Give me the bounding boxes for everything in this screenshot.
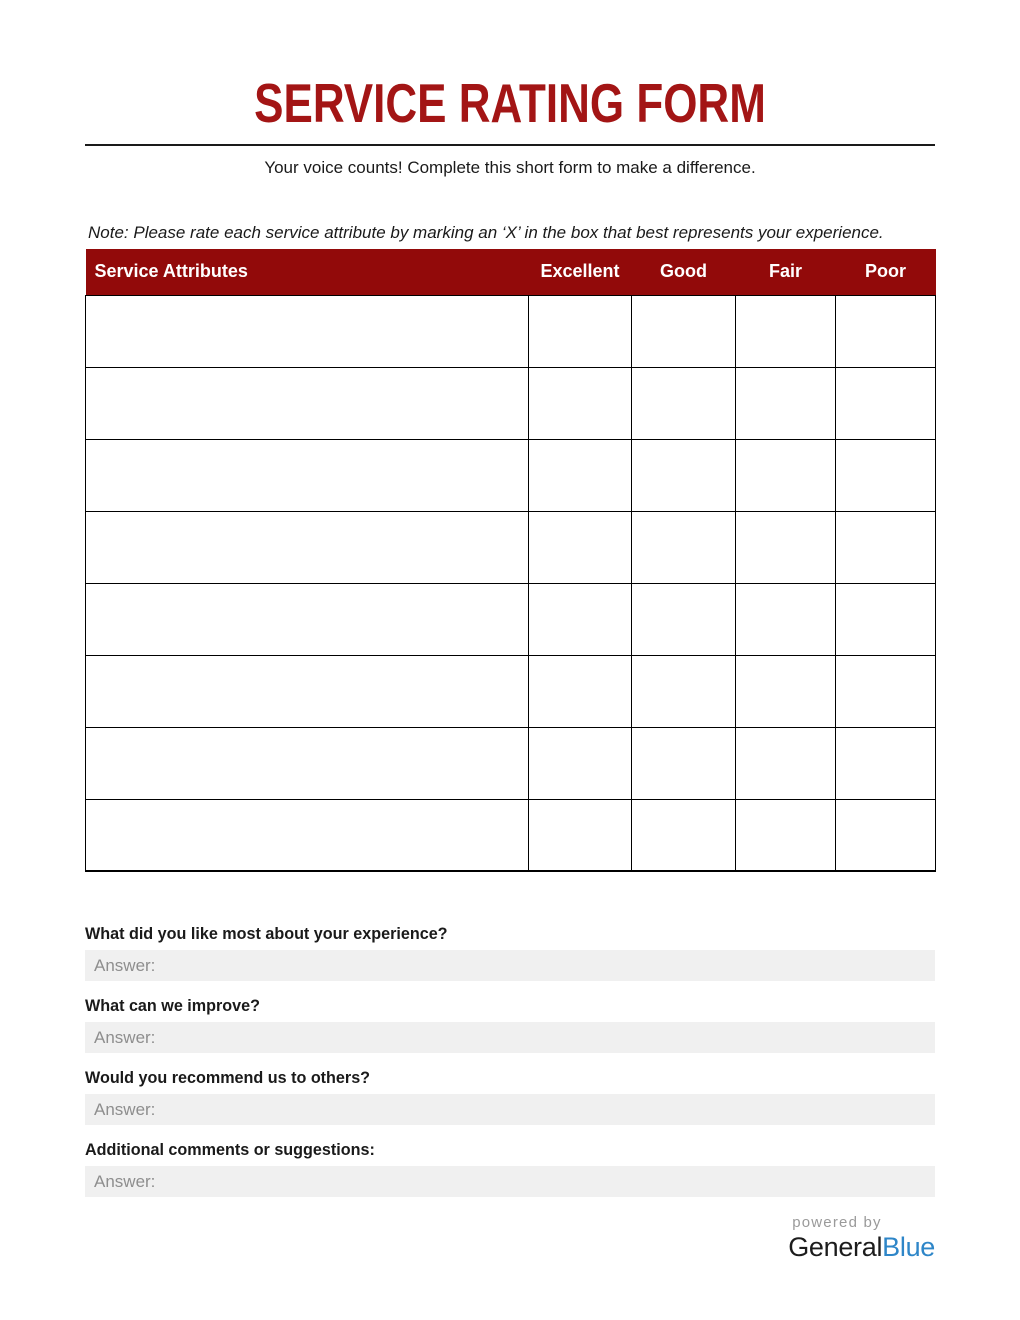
- instruction-note: Note: Please rate each service attribute by marking an ‘X’ in the box that best represents your experience.: [88, 223, 884, 242]
- rating-cell-fair[interactable]: [736, 511, 836, 583]
- question-block: [85, 924, 935, 981]
- rating-cell-fair[interactable]: [736, 439, 836, 511]
- attribute-cell[interactable]: [86, 655, 529, 727]
- page-title: SERVICE RATING FORM: [254, 72, 766, 134]
- rating-cell-good[interactable]: [632, 583, 736, 655]
- title-divider: [85, 144, 935, 146]
- table-row: [86, 727, 936, 799]
- rating-cell-good[interactable]: [632, 799, 736, 871]
- col-header-excellent: Excellent: [529, 249, 632, 295]
- rating-cell-good[interactable]: [632, 511, 736, 583]
- attribute-cell[interactable]: [86, 295, 529, 367]
- rating-cell-excellent[interactable]: [529, 799, 632, 871]
- rating-table-head: [86, 249, 936, 295]
- col-header-service-attributes: Service Attributes: [86, 249, 529, 295]
- rating-cell-fair[interactable]: [736, 727, 836, 799]
- table-row: [86, 295, 936, 367]
- rating-cell-fair[interactable]: [736, 367, 836, 439]
- page-subtitle: Your voice counts! Complete this short form to make a difference.: [264, 158, 756, 177]
- rating-cell-fair[interactable]: [736, 583, 836, 655]
- col-header-poor: Poor: [836, 249, 936, 295]
- rating-cell-good[interactable]: [632, 439, 736, 511]
- rating-cell-poor[interactable]: [836, 655, 936, 727]
- rating-cell-good[interactable]: [632, 367, 736, 439]
- questions-section: [85, 924, 935, 1197]
- footer: [85, 1214, 935, 1263]
- header-row: [86, 249, 936, 295]
- table-row: [86, 799, 936, 871]
- attribute-cell[interactable]: [86, 727, 529, 799]
- brand-logo: [788, 1214, 935, 1263]
- question-label: What can we improve?: [85, 996, 260, 1015]
- rating-cell-poor[interactable]: [836, 511, 936, 583]
- rating-cell-excellent[interactable]: [529, 367, 632, 439]
- answer-input-improve[interactable]: [85, 1022, 935, 1053]
- attribute-cell[interactable]: [86, 799, 529, 871]
- attribute-cell[interactable]: [86, 583, 529, 655]
- question-block: [85, 1068, 935, 1125]
- rating-cell-poor[interactable]: [836, 439, 936, 511]
- table-row: [86, 439, 936, 511]
- rating-cell-excellent[interactable]: [529, 295, 632, 367]
- question-block: [85, 996, 935, 1053]
- attribute-cell[interactable]: [86, 367, 529, 439]
- table-row: [86, 511, 936, 583]
- rating-cell-good[interactable]: [632, 295, 736, 367]
- answer-input-recommend[interactable]: [85, 1094, 935, 1125]
- rating-cell-good[interactable]: [632, 727, 736, 799]
- rating-cell-fair[interactable]: [736, 799, 836, 871]
- table-row: [86, 655, 936, 727]
- question-block: [85, 1140, 935, 1197]
- powered-by-label: powered by: [792, 1214, 882, 1231]
- rating-cell-excellent[interactable]: [529, 583, 632, 655]
- rating-cell-excellent[interactable]: [529, 511, 632, 583]
- answer-input-comments[interactable]: [85, 1166, 935, 1197]
- rating-cell-poor[interactable]: [836, 295, 936, 367]
- question-label: What did you like most about your experience?: [85, 924, 448, 943]
- rating-cell-poor[interactable]: [836, 583, 936, 655]
- table-row: [86, 367, 936, 439]
- rating-cell-excellent[interactable]: [529, 655, 632, 727]
- attribute-cell[interactable]: [86, 439, 529, 511]
- brand-blue: Blue: [882, 1232, 935, 1262]
- brand-name: [788, 1231, 935, 1263]
- table-row: [86, 583, 936, 655]
- rating-cell-poor[interactable]: [836, 367, 936, 439]
- rating-cell-fair[interactable]: [736, 655, 836, 727]
- rating-cell-poor[interactable]: [836, 799, 936, 871]
- question-label: Additional comments or suggestions:: [85, 1140, 375, 1159]
- brand-general: General: [788, 1232, 883, 1262]
- col-header-fair: Fair: [736, 249, 836, 295]
- question-label: Would you recommend us to others?: [85, 1068, 371, 1087]
- col-header-good: Good: [632, 249, 736, 295]
- rating-cell-excellent[interactable]: [529, 727, 632, 799]
- document-content: [85, 0, 935, 1263]
- attribute-cell[interactable]: [86, 511, 529, 583]
- rating-cell-poor[interactable]: [836, 727, 936, 799]
- rating-table-body: [86, 295, 936, 871]
- answer-input-experience[interactable]: [85, 950, 935, 981]
- rating-cell-good[interactable]: [632, 655, 736, 727]
- rating-cell-excellent[interactable]: [529, 439, 632, 511]
- rating-cell-fair[interactable]: [736, 295, 836, 367]
- rating-table: [85, 249, 936, 872]
